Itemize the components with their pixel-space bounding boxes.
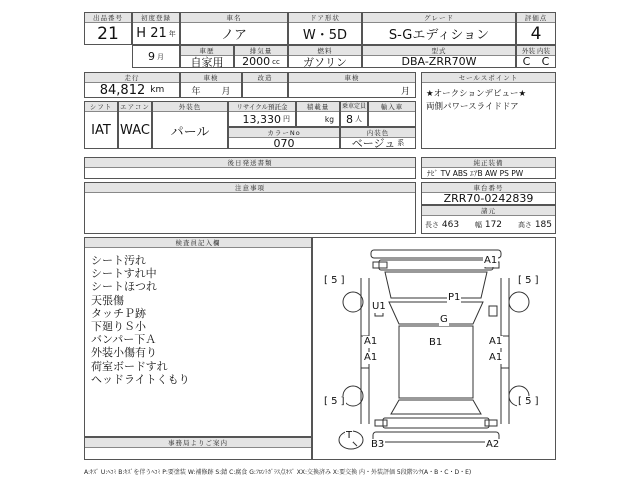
list-item: ヘッドライトくもり [91, 372, 190, 386]
exterior-color-cell [152, 101, 228, 149]
mark-g: G [440, 314, 448, 325]
mark-a1-left-2: A1 [364, 352, 378, 363]
list-item: バンパー下Ａ [91, 333, 157, 347]
inspection-expiry-cell [288, 72, 416, 98]
reg-month: 9 [148, 50, 155, 63]
door-type-cell [288, 12, 362, 45]
sales-point-cell [421, 72, 556, 149]
first-registration-cell [132, 12, 180, 45]
exterior-color: パール [170, 124, 210, 140]
modification-cell [242, 72, 288, 98]
office-notice-label: 事務局よりご案内 [85, 438, 311, 448]
fuel-cell [288, 45, 362, 68]
list-item: 荷室ボードすれ [91, 359, 168, 373]
genuine-equipment-cell [421, 157, 556, 179]
shift: IAT [91, 122, 111, 138]
car-outline-diagram [313, 238, 557, 461]
usage: 自家用 [190, 56, 224, 67]
door-type: W・5D [302, 28, 348, 43]
score-label: 評価点 [517, 13, 555, 23]
displacement-label: 排気量 [235, 46, 287, 56]
exterior-color-label: 外装色 [153, 102, 227, 112]
shift-cell [84, 101, 118, 149]
office-notice-cell [84, 437, 312, 460]
model-cell [362, 45, 516, 68]
sales-point-1: ★オークションデビュー★ [426, 89, 527, 99]
mark-a2: A2 [486, 439, 500, 450]
reg-year: 21 [150, 26, 167, 41]
month-unit: 月 [157, 52, 164, 61]
ac-label: エアコン [120, 103, 150, 111]
displacement: 2000 [242, 56, 271, 67]
model-label: 型式 [363, 46, 515, 56]
import-cell [368, 101, 416, 127]
notes-cell [84, 182, 416, 234]
mark-5-front-right: [ 5 ] [518, 275, 539, 286]
list-item: シートほつれ [91, 280, 157, 294]
color-no-cell [228, 127, 340, 149]
year-unit: 年 [168, 29, 176, 38]
mark-a1-front: A1 [484, 255, 498, 266]
ac-cell [118, 101, 152, 149]
chassis-number: ZRR70-0242839 [443, 193, 534, 204]
insp-year-unit: 年 [191, 86, 201, 97]
usage-cell [180, 45, 234, 68]
load-cell [296, 101, 340, 127]
mark-5-front-left: [ 5 ] [324, 275, 345, 286]
door-type-label: ドア形状 [289, 13, 361, 23]
car-diagram-box [312, 237, 556, 460]
capacity-unit: 人 [355, 115, 362, 123]
mileage-unit: km [150, 85, 165, 95]
score: 4 [530, 23, 542, 44]
capacity-cell [340, 101, 368, 127]
load-unit: kg [324, 114, 334, 124]
later-documents-label: 後日発送書類 [85, 158, 415, 168]
length: 463 [441, 219, 460, 230]
mileage: 84,812 [99, 83, 146, 97]
mileage-cell [84, 72, 180, 98]
capacity-label: 乗車定員 [341, 103, 366, 110]
genuine-equipment: ﾅﾋﾞ TV ABS ｴｱB AW PS PW [427, 168, 524, 178]
inspection-notes-box [84, 237, 312, 437]
mark-a1-right-2: A1 [489, 352, 503, 363]
chassis-number-cell [421, 182, 556, 205]
length-label: 長さ [425, 220, 439, 229]
mark-b1: B1 [429, 337, 443, 348]
list-item: 天張傷 [91, 293, 124, 307]
month-cell [132, 45, 180, 68]
height: 185 [534, 219, 552, 230]
notes-label: 注意事項 [85, 183, 415, 193]
interior-score: C [541, 56, 550, 67]
inspection-notes-label: 検査員記入欄 [85, 238, 311, 248]
later-documents-cell [84, 157, 416, 179]
car-name-cell [180, 12, 288, 45]
sales-point-label: セールスポイント [422, 73, 555, 83]
office-notice [85, 448, 311, 459]
list-item: 下廻りＳ小 [91, 320, 146, 334]
inspection-expiry-label: 車検 [289, 73, 415, 83]
mark-p1: P1 [448, 292, 461, 303]
usage-label: 車歴 [181, 46, 233, 56]
car-name: ノア [220, 28, 247, 43]
dimensions-cell [421, 205, 556, 234]
ext-int-label: 外装 内装 [517, 46, 555, 56]
shift-label: シフト [85, 102, 117, 112]
inspection-date-cell [180, 72, 242, 98]
later-documents [85, 168, 415, 178]
interior-color-unit: 系 [397, 139, 405, 147]
color-no-label: カラーNo [229, 128, 339, 138]
model: DBA-ZRR70W [401, 56, 477, 67]
modification-label: 改造 [243, 73, 287, 83]
mileage-label: 走行 [85, 73, 179, 83]
displacement-unit: cc [272, 57, 280, 66]
car-name-label: 車名 [181, 13, 287, 23]
dimensions-label: 諸元 [422, 206, 555, 216]
recycle-unit: 円 [283, 115, 290, 123]
grade-cell [362, 12, 516, 45]
grade-label: グレード [363, 13, 515, 23]
insp-month-unit: 月 [221, 86, 231, 97]
lot-number: 21 [97, 23, 119, 44]
modification [243, 83, 287, 97]
mark-a1-right-1: A1 [489, 336, 503, 347]
capacity: 8 [346, 112, 353, 126]
fuel: ガソリン [303, 56, 347, 67]
inspection-expiry-month-unit: 月 [400, 86, 410, 97]
score-cell [516, 12, 556, 45]
era: H [136, 26, 147, 41]
list-item: タッチＰ跡 [91, 306, 146, 320]
inspection-list [91, 254, 190, 386]
lot-number-cell [84, 12, 132, 45]
first-registration-label: 初度登録 [133, 13, 179, 23]
grade: S-Gエディション [388, 28, 490, 43]
mark-5-rear-left: [ 5 ] [324, 396, 345, 407]
interior-color-label: 内装色 [341, 128, 415, 138]
height-label: 高さ [517, 220, 532, 229]
recycle-cell [228, 101, 296, 127]
displacement-cell [234, 45, 288, 68]
mark-b3: B3 [371, 439, 385, 450]
sales-point-2: 両側パワースライドドア [426, 102, 519, 112]
width: 172 [484, 219, 503, 230]
inspection-date-label: 車検 [181, 73, 241, 83]
fuel-label: 燃料 [289, 46, 361, 56]
chassis-number-label: 車台番号 [422, 183, 555, 193]
width-label: 幅 [474, 220, 482, 229]
ac: WAC [120, 122, 150, 138]
list-item: シートすれ中 [91, 267, 157, 281]
mark-5-rear-right: [ 5 ] [518, 396, 539, 407]
notes [85, 193, 415, 233]
interior-color-cell [340, 127, 416, 149]
mark-a1-left-1: A1 [364, 336, 378, 347]
interior-color: ベージュ [351, 138, 396, 148]
load-label: 積載量 [297, 102, 339, 112]
ext-int-score-cell [516, 45, 556, 68]
list-item: 外装小傷有り [91, 346, 157, 360]
color-no: 070 [273, 138, 295, 148]
list-item: シート汚れ [91, 254, 146, 267]
genuine-equipment-label: 純正装備 [422, 158, 555, 168]
mark-u1: U1 [372, 301, 386, 312]
exterior-score: C [522, 56, 531, 67]
mark-t: T [346, 430, 353, 441]
import-label: 輸入車 [369, 102, 415, 112]
damage-code-legend: A:ｷｽﾞ U:ﾍｺﾐ B:ｷｽﾞを伴うﾍｺﾐ P:要塗装 W:補修跡 S:錆 C:腐食 G:ﾌﾛﾝﾄｶﾞﾗｽ点ｷｽﾞ XX:交換済み X:要交換 内・外装評価 5段階ﾗﾝｸ(A・B・C・D・E) [84, 469, 472, 476]
recycle-amount: 13,330 [242, 112, 281, 126]
recycle-label: リサイクル預託金 [229, 102, 295, 112]
lot-number-label: 出品番号 [85, 13, 131, 23]
